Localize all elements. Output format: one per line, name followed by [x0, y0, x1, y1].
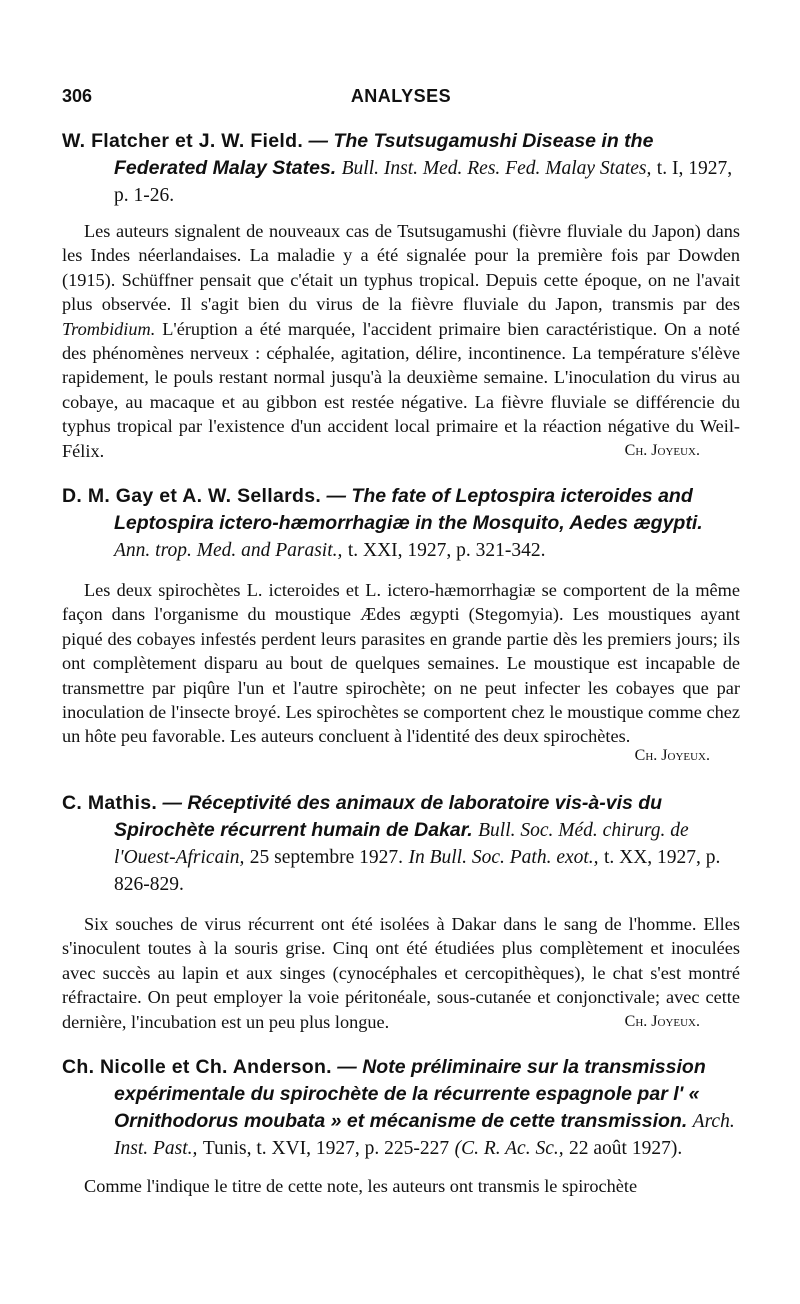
entry-source-secondary: (C. R. Ac. Sc.,: [454, 1138, 564, 1159]
citation: [62, 790, 740, 898]
entry-abstract: Comme l'indique le titre de cette note, les auteurs ont transmis le spirochète: [84, 1176, 638, 1196]
entry-source: Ann. trop. Med. and Parasit.,: [114, 540, 343, 561]
entry-source-secondary: In Bull. Soc. Path. exot.,: [408, 847, 599, 868]
entry-source: Bull. Inst. Med. Res. Fed. Malay States,: [341, 158, 652, 179]
entry-abstract: [62, 912, 740, 1034]
entry-signature: Ch. Joyeux.: [624, 1012, 700, 1030]
page-header: [62, 86, 740, 112]
entry-title: — Note préliminaire sur la transmission expérimentale du spirochète de la récurrente espagnole par l' « Ornithodorus moubata » et mécanisme de cette transmission.: [114, 1056, 706, 1132]
entry-abstract: Les deux spirochètes L. icteroides et L. ictero-hæmorrhagiæ se comportent de la même façon dans l'organisme du moustique Ædes ægypti (Stegomyia). Les moustiques ayant piqué des cobayes infestés perdent leurs parasites en grande partie dès les premiers jours; ils ont complètement disparu au bout de quelques semaines. Le moustique est incapable de transmettre par piqûre l'un et l'autre spirochète; on ne peut infecter les cobayes que par inoculation de l'insecte broyé. Les spirochètes se comportent chez le moustique comme chez un hôte peu favorable. Les auteurs concluent à l'identité des deux spirochètes.: [62, 580, 740, 747]
entry-authors: D. M. Gay et A. W. Sellards.: [62, 485, 322, 507]
analysis-entry: [62, 1054, 740, 1198]
abstract-italic: Trombidium.: [62, 318, 156, 339]
entry-detail: 25 septembre 1927.: [249, 847, 404, 868]
page-number: 306: [62, 86, 93, 106]
entry-source: Arch. Inst. Past.,: [114, 1111, 735, 1159]
entry-source: Bull. Soc. Méd. chirurg. de l'Ouest-Africain,: [114, 820, 689, 868]
entry-authors: Ch. Nicolle et Ch. Anderson.: [62, 1056, 332, 1078]
entry-detail-secondary: 22 août 1927).: [569, 1138, 683, 1159]
citation: [62, 483, 740, 564]
entry-title: — The Tsutsugamushi Disease in the Federated Malay States.: [114, 130, 654, 179]
abstract-text: Les auteurs signalent de nouveaux cas de Tsutsugamushi (fièvre fluviale du Japon) dans les Indes néerlandaises. La maladie y a été signalée pour la première fois par Dowden (1915). Schüffner pensait que c'était un typhus tropical. Depuis cette époque, on ne l'avait plus observée. Il s'agit bien du virus de la fièvre fluviale du Japon, transmis par des: [62, 221, 740, 315]
entry-authors: W. Flatcher et J. W. Field.: [62, 130, 304, 152]
entry-detail: t. I, 1927, p. 1-26.: [114, 158, 733, 206]
abstract-text-end: L'éruption a été marquée, l'accident primaire bien caractéristique. On a noté des phénomènes nerveux : céphalée, agitation, délire, incontinence. La température s'élève rapidement, le pouls restant normal jusqu'à la deuxième semaine. L'inoculation du virus au cobaye, au macaque et au gibbon est restée négative. La fièvre fluviale se différencie du typhus tropical par l'existence d'un accident local primaire et la réaction négative du Weil-Félix.: [62, 318, 740, 461]
citation: [62, 1054, 740, 1162]
analysis-entry: [62, 483, 740, 765]
entry-abstract: [62, 219, 740, 463]
running-head: ANALYSES: [350, 86, 452, 106]
entry-detail: Tunis, t. XVI, 1927, p. 225-227: [202, 1138, 450, 1159]
analysis-entry: [62, 128, 740, 463]
entry-authors: C. Mathis.: [62, 792, 158, 814]
entry-detail: t. XXI, 1927, p. 321-342.: [347, 540, 546, 561]
entry-signature: Ch. Joyeux.: [634, 746, 710, 764]
analysis-entry: [62, 790, 740, 1034]
entry-detail-secondary: t. XX, 1927, p. 826-829.: [114, 847, 721, 895]
abstract-text: Six souches de virus récurrent ont été isolées à Dakar dans le sang de l'homme. Elles s'inoculent toutes à la souris grise. Cinq ont été étudiées plus complètement et inoculées avec succès au lapin et aux singes (cynocéphales et cercopithèques), le chat s'est montré réfractaire. On peut employer la voie péritonéale, sous-cutanée et conjonctivale; avec cette dernière, l'incubation est un peu plus longue.: [62, 914, 740, 1032]
entry-title: — Réceptivité des animaux de laboratoire vis-à-vis du Spirochète récurrent humain de Dakar.: [114, 792, 663, 841]
entry-signature: Ch. Joyeux.: [624, 441, 700, 459]
entry-title: — The fate of Leptospira icteroides and Leptospira ictero-hæmorrhagiæ in the Mosquito, Aedes ægypti.: [114, 485, 703, 534]
citation: [62, 128, 740, 209]
